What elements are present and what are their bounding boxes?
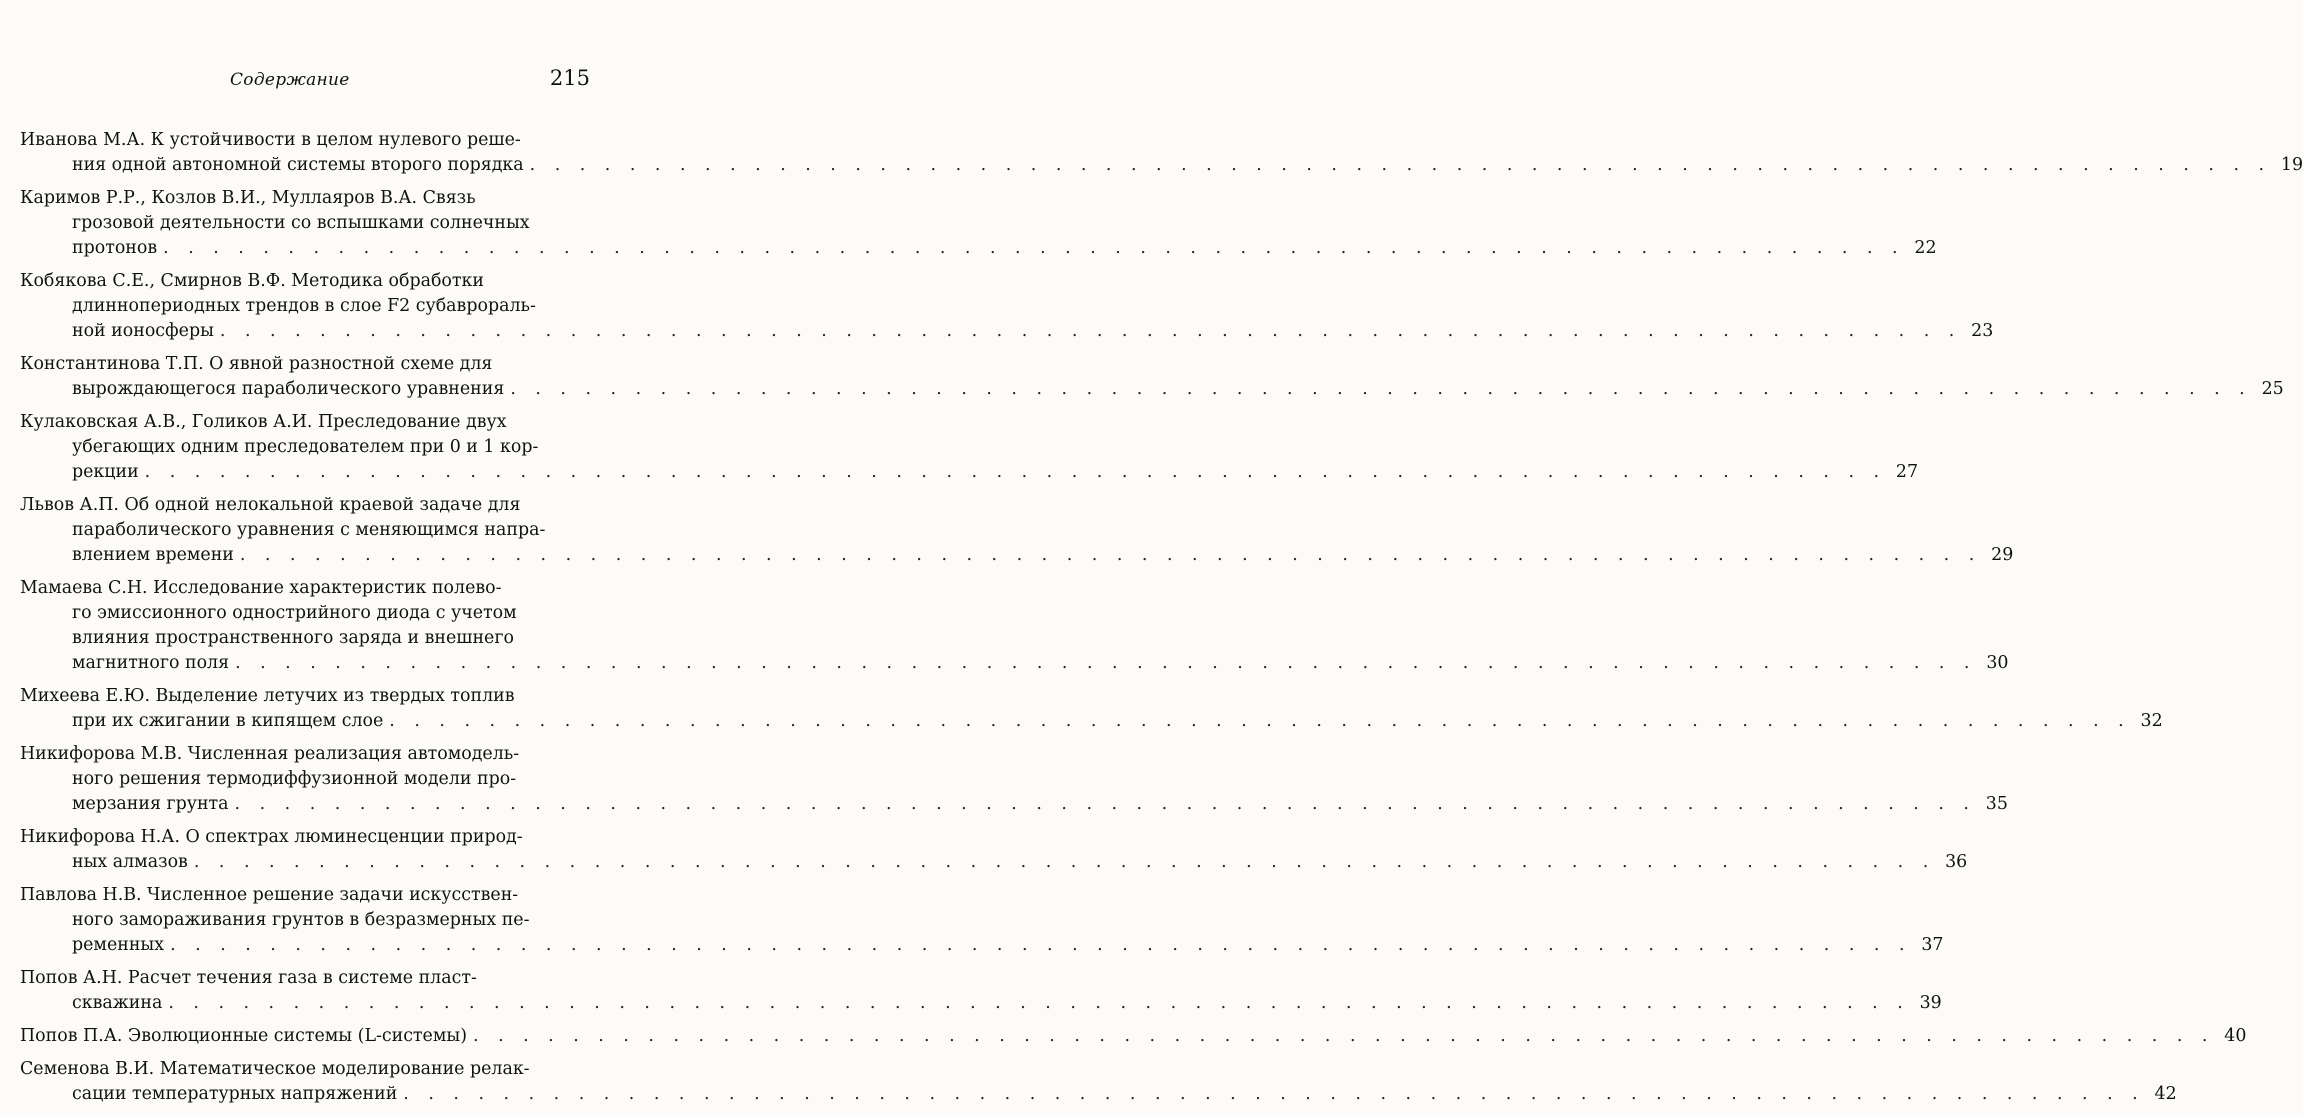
dot-leader <box>163 236 1904 261</box>
toc-entry-text: протонов <box>72 238 158 258</box>
toc-entry-text: параболического уравнения с меняющимся напра- <box>72 520 546 540</box>
toc-entry-first-line <box>20 1024 2247 1049</box>
toc-entry-continuation-line <box>20 651 2009 676</box>
toc-entry-first-line <box>20 186 590 211</box>
toc-entry-text: Попов П.А. Эволюционные системы (L-системы) <box>20 1026 468 1046</box>
toc-entry-text: Иванова М.А. К устойчивости в целом нулевого реше- <box>20 130 521 150</box>
toc-entry-first-line <box>20 410 590 435</box>
toc-entry-continuation-line <box>20 319 1994 344</box>
toc-page-number: 29 <box>1991 545 2014 565</box>
toc-entry-text: ной ионосферы <box>72 321 214 341</box>
toc-entry <box>20 742 2008 817</box>
toc-page-number: 42 <box>2154 1084 2177 1104</box>
toc-entry-first-line <box>20 493 590 518</box>
toc-entry-first-line <box>20 825 590 850</box>
toc-page-number: 39 <box>1919 993 1942 1013</box>
toc-entry <box>20 825 1968 875</box>
toc-entry-continuation-line <box>20 294 590 319</box>
toc-page-number: 23 <box>1971 321 1994 341</box>
toc-entry <box>20 493 2014 568</box>
toc-entry-text: ременных <box>72 935 165 955</box>
toc-entry-continuation-line <box>20 1082 2177 1107</box>
dot-leader <box>389 709 2130 734</box>
toc-entry-continuation-line <box>20 850 1968 875</box>
toc-entry-continuation-line <box>20 236 1937 261</box>
toc-entry-text: убегающих одним преследователем при 0 и 1 кор- <box>72 437 539 457</box>
toc-entry-continuation-line <box>20 991 1942 1016</box>
toc-entry-first-line <box>20 128 590 153</box>
toc-entry-continuation-line <box>20 908 590 933</box>
toc-entry <box>20 410 1919 485</box>
toc-entry <box>20 1057 2177 1107</box>
toc-entry-first-line <box>20 742 590 767</box>
toc-entry-text: Мамаева С.Н. Исследование характеристик полево- <box>20 578 502 598</box>
toc-entry-text: при их сжигании в кипящем слое <box>72 711 384 731</box>
toc-entry-first-line <box>20 576 590 601</box>
toc-entry-text: Кулаковская А.В., Голиков А.И. Преследование двух <box>20 412 507 432</box>
toc-entry-first-line <box>20 1057 590 1082</box>
toc-entry-text: вырождающегося параболического уравнения <box>72 379 505 399</box>
toc-page-number: 40 <box>2224 1026 2247 1046</box>
toc-page-number: 30 <box>1986 653 2009 673</box>
toc-entry-text: го эмиссионного однострийного диода с учетом <box>72 603 517 623</box>
dot-leader <box>240 543 1981 568</box>
toc-entry <box>20 128 2303 178</box>
toc-entry-first-line <box>20 966 590 991</box>
toc-entry-text: влияния пространственного заряда и внешнего <box>72 628 514 648</box>
toc-page-number: 25 <box>2261 379 2284 399</box>
page-number: 215 <box>549 66 590 90</box>
toc-entry-first-line <box>20 269 590 294</box>
toc-page-number: 37 <box>1921 935 1944 955</box>
toc-entry-text: магнитного поля <box>72 653 230 673</box>
toc-entry <box>20 966 1942 1016</box>
toc-page-number: 19 <box>2280 155 2303 175</box>
toc-page-number: 32 <box>2140 711 2163 731</box>
toc-entry <box>20 352 2284 402</box>
toc-entry <box>20 684 2163 734</box>
toc-entry-continuation-line <box>20 709 2163 734</box>
dot-leader <box>530 153 2271 178</box>
dot-leader <box>168 991 1909 1016</box>
toc-entry-text: рекции <box>72 462 139 482</box>
toc-entry-text: Никифорова М.В. Численная реализация автомодель- <box>20 744 520 764</box>
toc-entry-continuation-line <box>20 601 590 626</box>
dot-leader <box>235 792 1976 817</box>
toc-entry-continuation-line <box>20 792 2008 817</box>
toc-entry-text: Семенова В.И. Математическое моделирование релак- <box>20 1059 530 1079</box>
toc-entry-continuation-line <box>20 435 590 460</box>
toc-entry-text: Кобякова С.Е., Смирнов В.Ф. Методика обработки <box>20 271 484 291</box>
dot-leader <box>510 377 2251 402</box>
toc-entry-text: грозовой деятельности со вспышками солнечных <box>72 213 530 233</box>
toc-page-number: 22 <box>1914 238 1937 258</box>
toc-entry-text: сации температурных напряжений <box>72 1084 398 1104</box>
toc-page-number: 36 <box>1945 852 1968 872</box>
dot-leader <box>145 460 1886 485</box>
toc-entry-text: ных алмазов <box>72 852 188 872</box>
dot-leader <box>220 319 1961 344</box>
toc-entry-text: Константинова Т.П. О явной разностной схеме для <box>20 354 493 374</box>
toc-entry-text: ния одной автономной системы второго порядка <box>72 155 524 175</box>
toc-entry-continuation-line <box>20 933 1944 958</box>
toc-entry-first-line <box>20 684 590 709</box>
toc-page-number: 35 <box>1985 794 2008 814</box>
toc-entry-text: Павлова Н.В. Численное решение задачи искусствен- <box>20 885 519 905</box>
toc-entry <box>20 269 1994 344</box>
toc-entry-text: скважина <box>72 993 163 1013</box>
toc-entry-continuation-line <box>20 460 1919 485</box>
toc-entry-text: длиннопериодных трендов в слое F2 субаврораль- <box>72 296 536 316</box>
toc-entry-continuation-line <box>20 377 2284 402</box>
dot-leader <box>235 651 1976 676</box>
toc-entry-continuation-line <box>20 211 590 236</box>
toc-entry-continuation-line <box>20 626 590 651</box>
toc-entry-text: Каримов Р.Р., Козлов В.И., Муллаяров В.А. Связь <box>20 188 476 208</box>
dot-leader <box>170 933 1911 958</box>
toc-entry-text: Львов А.П. Об одной нелокальной краевой задаче для <box>20 495 521 515</box>
toc-entry-text: мерзания грунта <box>72 794 229 814</box>
dot-leader <box>403 1082 2144 1107</box>
toc-entry <box>20 1024 2247 1049</box>
toc-entry-text: влением времени <box>72 545 234 565</box>
toc-entry-text: Попов А.Н. Расчет течения газа в системе пласт- <box>20 968 477 988</box>
toc-entry-text: ного решения термодиффузионной модели про- <box>72 769 517 789</box>
toc-entry-continuation-line <box>20 543 2014 568</box>
toc-page-number: 27 <box>1895 462 1919 482</box>
page-title: Содержание <box>230 70 350 90</box>
toc-entry-first-line <box>20 352 590 377</box>
toc-entry <box>20 883 1944 958</box>
dot-leader <box>194 850 1935 875</box>
toc-entry-continuation-line <box>20 767 590 792</box>
toc-entry-first-line <box>20 883 590 908</box>
toc-entry <box>20 576 2009 676</box>
toc-entry <box>20 186 1937 261</box>
toc-entry-continuation-line <box>20 153 2303 178</box>
toc-entry-continuation-line <box>20 518 590 543</box>
toc-entry-text: Никифорова Н.А. О спектрах люминесценции природ- <box>20 827 523 847</box>
toc-entry-text: ного замораживания грунтов в безразмерных пе- <box>72 910 530 930</box>
table-of-contents <box>20 128 2303 1115</box>
dot-leader <box>473 1024 2214 1049</box>
running-head <box>20 66 590 96</box>
toc-entry-text: Михеева Е.Ю. Выделение летучих из твердых топлив <box>20 686 515 706</box>
